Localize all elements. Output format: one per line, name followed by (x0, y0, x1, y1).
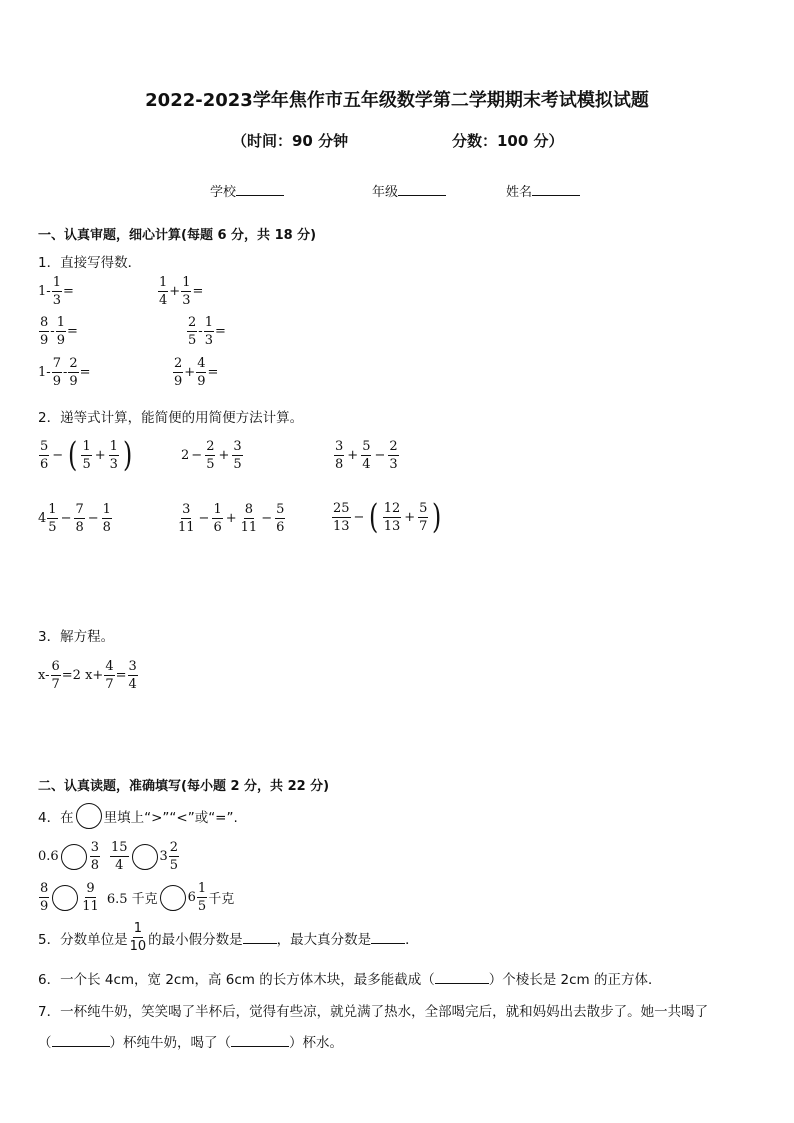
math-token: 6.5 千克 (106, 892, 158, 907)
denominator: 9 (40, 899, 49, 914)
q1-expr-f (172, 357, 218, 388)
math-token: − (52, 447, 64, 463)
numerator: 12 (383, 500, 401, 516)
numerator: 5 (276, 502, 285, 517)
time-label: （时间：90 分钟 (232, 132, 349, 150)
numerator: 7 (75, 502, 84, 517)
math-token: - (50, 324, 55, 339)
parenthesis: ( (68, 435, 78, 475)
math-token: + (404, 509, 416, 525)
parenthesis: ) (122, 435, 133, 475)
parenthesis: ) (432, 497, 442, 537)
fraction (81, 882, 100, 913)
grade-label: 年级 (372, 185, 399, 200)
denominator: 9 (197, 374, 206, 389)
fraction (39, 882, 49, 913)
fraction (334, 440, 344, 471)
fraction (52, 357, 62, 388)
fraction (181, 276, 191, 307)
numerator: 3 (128, 659, 137, 674)
numerator: 1 (109, 438, 118, 454)
fraction (104, 660, 114, 691)
question-7-line-1: 7．一杯纯牛奶，笑笑喝了半杯后，觉得有些凉，就兑满了热水，全部喝完后，就和妈妈出去散步了。她一共喝了 (38, 1004, 709, 1020)
section-1-heading: 一、认真审题，细心计算(每题 6 分，共 18 分) (38, 228, 317, 243)
math-token: + (169, 284, 181, 299)
denominator: 4 (159, 293, 168, 308)
math-token: − (261, 511, 273, 526)
denominator: 5 (188, 333, 197, 348)
numerator: 3 (335, 439, 344, 454)
math-token: − (87, 511, 99, 526)
math-token: + (184, 365, 196, 380)
fraction (56, 316, 66, 347)
denominator: 4 (362, 457, 371, 472)
denominator: 5 (197, 899, 207, 914)
fraction (51, 660, 61, 691)
q1-expr-c (38, 316, 78, 347)
numerator: 1 (159, 275, 168, 290)
question-6: 6．一个长 4cm，宽 2cm，高 6cm 的长方体木块，最多能截成（ ）个棱长是 2cm 的正方体． (38, 972, 662, 988)
q4-row-1 (38, 841, 180, 872)
denominator: 5 (233, 457, 242, 472)
section-2-heading: 二、认真读题，准确填写(每小题 2 分，共 22 分) (38, 779, 330, 794)
fraction (68, 357, 78, 388)
denominator: 3 (182, 293, 191, 308)
q6-blank[interactable] (435, 971, 489, 984)
denominator: 3 (109, 456, 118, 472)
math-token: - (46, 284, 51, 299)
numerator: 1 (182, 275, 191, 290)
math-token: - (62, 365, 68, 380)
fraction (81, 440, 91, 471)
denominator: 11 (178, 520, 195, 535)
numerator: 8 (40, 315, 49, 330)
math-token: 6 (187, 890, 196, 905)
math-token: = (62, 284, 74, 299)
q7-blank-2[interactable] (231, 1034, 289, 1047)
q3-equation (38, 660, 139, 691)
fraction (169, 841, 179, 872)
denominator: 7 (105, 677, 114, 692)
numerator: 8 (244, 502, 254, 517)
q2-expr-4 (38, 503, 113, 534)
page-title: 2022-2023学年焦作市五年级数学第二学期期末考试模拟试题 (145, 90, 649, 111)
numerator: 2 (206, 439, 215, 454)
math-token: 0.6 (38, 849, 59, 864)
denominator: 7 (51, 677, 60, 692)
school-blank[interactable] (236, 183, 284, 196)
question-5: 5．分数单位是 $\frac{1}{10}$ 的最小假分数是 ，最大真分数是 ． (38, 921, 419, 954)
denominator: 11 (240, 520, 258, 535)
math-token: 2 (181, 448, 190, 463)
q1-expr-a (38, 276, 74, 307)
numerator: 3 (90, 840, 99, 855)
numerator: 5 (419, 500, 428, 516)
compare-circle-icon (76, 803, 102, 829)
fraction (275, 503, 285, 534)
numerator: 15 (110, 840, 128, 855)
q7-blank-1[interactable] (52, 1034, 110, 1047)
denominator: 4 (115, 858, 124, 873)
name-blank[interactable] (532, 183, 580, 196)
math-token: + (347, 448, 359, 463)
fraction (418, 502, 428, 533)
fraction (39, 316, 49, 347)
fraction (177, 503, 196, 534)
numerator: 9 (86, 881, 95, 896)
denominator: 5 (48, 520, 57, 535)
q5-blank-1[interactable] (243, 931, 277, 944)
denominator: 9 (40, 333, 49, 348)
fraction (232, 440, 242, 471)
math-token: = (79, 365, 91, 380)
fraction (129, 922, 148, 953)
denominator: 3 (204, 333, 213, 348)
math-token: = (214, 324, 226, 339)
math-token: 1 (38, 365, 47, 380)
fraction (173, 357, 183, 388)
numerator: 25 (333, 500, 350, 516)
math-token: 4 (38, 511, 47, 526)
answer-circle-3[interactable] (52, 885, 78, 911)
math-token: x- (38, 668, 50, 683)
denominator: 9 (69, 374, 78, 389)
numerator: 2 (174, 356, 183, 371)
fraction (187, 316, 197, 347)
grade-blank[interactable] (398, 183, 446, 196)
math-token: 千克 (208, 892, 235, 907)
fraction (39, 440, 49, 471)
denominator: 11 (82, 899, 99, 914)
math-token: = (192, 284, 204, 299)
math-token: = (207, 365, 219, 380)
q2-expr-2 (181, 440, 244, 471)
q1-expr-e (38, 357, 91, 388)
denominator: 8 (335, 457, 344, 472)
numerator: 1 (52, 275, 61, 290)
numerator: 5 (362, 439, 371, 454)
math-token: 1 (38, 284, 47, 299)
name-label: 姓名 (506, 185, 533, 200)
numerator: 1 (48, 502, 57, 517)
math-token: + (94, 447, 106, 463)
school-label: 学校 (210, 185, 237, 200)
numerator: 1 (56, 315, 65, 330)
question-1-label: 1．直接写得数． (38, 255, 142, 271)
numerator: 1 (213, 502, 222, 517)
numerator: 1 (133, 921, 142, 936)
fraction (204, 316, 214, 347)
numerator: 1 (102, 502, 111, 517)
denominator: 5 (169, 858, 179, 873)
denominator: 8 (102, 520, 111, 535)
numerator: 4 (197, 356, 206, 371)
denominator: 3 (389, 457, 398, 472)
math-token: − (353, 509, 365, 525)
fraction (197, 882, 207, 913)
denominator: 6 (40, 456, 49, 472)
fraction (90, 841, 100, 872)
fraction (332, 502, 351, 533)
q2-expr-6 (331, 497, 445, 537)
answer-circle-2[interactable] (132, 844, 158, 870)
numerator: 1 (82, 438, 91, 454)
q2-expr-1 (38, 435, 135, 475)
fraction (205, 440, 215, 471)
denominator: 9 (174, 374, 183, 389)
denominator: 5 (82, 456, 91, 472)
denominator: 8 (90, 858, 99, 873)
score-label: 分数：100 分） (452, 132, 564, 150)
denominator: 3 (52, 293, 61, 308)
fraction (52, 276, 62, 307)
math-token: + (225, 511, 237, 526)
q2-expr-3 (333, 440, 400, 471)
numerator: 7 (52, 356, 61, 371)
denominator: 5 (206, 457, 215, 472)
math-token: = (66, 324, 78, 339)
q1-expr-b (157, 276, 203, 307)
fraction (361, 440, 371, 471)
math-token: - (46, 365, 51, 380)
school-field (210, 181, 284, 200)
numerator: 8 (40, 881, 49, 896)
math-token: − (198, 511, 210, 526)
question-7-line-2: （ ）杯纯牛奶，喝了（ ）杯水。 (38, 1035, 343, 1051)
math-token: − (191, 448, 203, 463)
numerator: 5 (40, 438, 49, 454)
math-token: 3 (159, 849, 168, 864)
math-token: − (60, 511, 72, 526)
numerator: 3 (182, 502, 191, 517)
denominator: 6 (276, 520, 285, 535)
math-token: - (198, 324, 203, 339)
denominator: 8 (75, 520, 84, 535)
parenthesis: ( (369, 497, 379, 537)
numerator: 2 (169, 840, 179, 855)
denominator: 9 (52, 374, 61, 389)
q5-blank-2[interactable] (371, 931, 405, 944)
fraction (388, 440, 398, 471)
math-token: + (218, 448, 230, 463)
denominator: 4 (128, 677, 137, 692)
answer-circle-4[interactable] (160, 885, 186, 911)
numerator: 1 (204, 315, 213, 330)
fraction (240, 503, 259, 534)
denominator: 13 (383, 518, 401, 534)
fraction (109, 440, 119, 471)
denominator: 6 (213, 520, 222, 535)
fraction (212, 503, 222, 534)
fraction (383, 502, 402, 533)
denominator: 9 (56, 333, 65, 348)
question-2-label: 2．递等式计算，能简便的用简便方法计算。 (38, 410, 304, 426)
numerator: 4 (105, 659, 114, 674)
fraction (128, 660, 138, 691)
fraction (158, 276, 168, 307)
numerator: 1 (197, 881, 207, 896)
question-4-label: 4．在 里填上“>”“<”或“=”. (38, 803, 238, 829)
q4-row-2 (38, 882, 234, 913)
q1-expr-d (186, 316, 226, 347)
math-token: = (115, 668, 127, 683)
numerator: 6 (51, 659, 60, 674)
numerator: 2 (69, 356, 78, 371)
math-token: =2 x+ (61, 668, 104, 683)
question-3-label: 3．解方程。 (38, 629, 115, 645)
numerator: 2 (389, 439, 398, 454)
numerator: 2 (188, 315, 197, 330)
fraction (74, 503, 84, 534)
numerator: 3 (233, 439, 242, 454)
grade-field (372, 181, 446, 200)
fraction (110, 841, 129, 872)
fraction (196, 357, 206, 388)
fraction (47, 503, 57, 534)
denominator: 13 (333, 518, 350, 534)
answer-circle-1[interactable] (61, 844, 87, 870)
denominator: 7 (419, 518, 428, 534)
math-token: − (374, 448, 386, 463)
q2-expr-5 (176, 503, 286, 534)
fraction (102, 503, 112, 534)
name-field (506, 181, 580, 200)
denominator: 10 (129, 939, 147, 954)
